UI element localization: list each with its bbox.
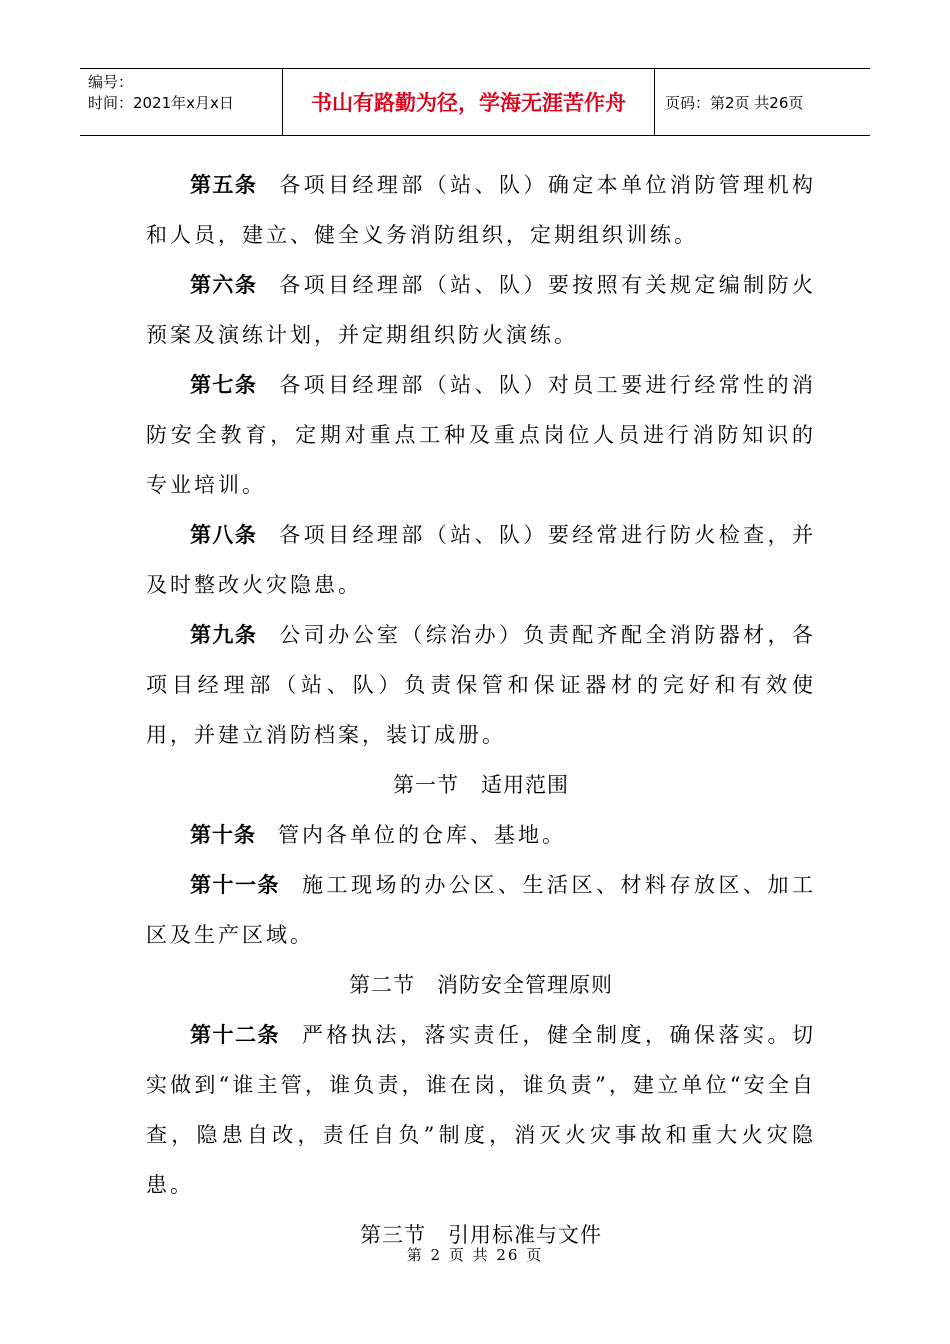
article-text: 各项目经理部（站、队）要经常进行防火检查，并及时整改火灾隐患。 xyxy=(146,523,816,597)
header-motto-cell xyxy=(282,69,655,135)
section-title: 引用标准与文件 xyxy=(448,1223,602,1247)
article-11 xyxy=(146,860,816,960)
document-date: 时间：2021年x月x日 xyxy=(88,94,234,112)
section-number: 第二节 xyxy=(349,973,415,997)
header-motto: 书山有路勤为径，学海无涯苦作舟 xyxy=(311,91,626,115)
article-5 xyxy=(146,160,816,260)
page-footer: 第 2 页 共 26 页 xyxy=(406,1246,544,1264)
article-9 xyxy=(146,610,816,760)
article-label: 第十二条 xyxy=(190,1023,280,1047)
document-header xyxy=(80,68,870,136)
article-label: 第六条 xyxy=(190,273,258,297)
article-text: 施工现场的办公区、生活区、材料存放区、加工区及生产区域。 xyxy=(146,873,816,947)
section-number: 第一节 xyxy=(393,773,459,797)
article-text: 管内各单位的仓库、基地。 xyxy=(278,823,566,847)
section-heading-2 xyxy=(146,960,816,1010)
article-6 xyxy=(146,260,816,360)
article-label: 第七条 xyxy=(190,373,258,397)
header-meta xyxy=(80,69,282,135)
article-text: 公司办公室（综治办）负责配齐配全消防器材，各项目经理部（站、队）负责保管和保证器材的完好和有效使用，并建立消防档案，装订成册。 xyxy=(146,623,816,747)
document-body xyxy=(146,160,816,1260)
article-label: 第十一条 xyxy=(190,873,280,897)
section-title: 消防安全管理原则 xyxy=(437,973,613,997)
article-label: 第八条 xyxy=(190,523,258,547)
article-text: 各项目经理部（站、队）确定本单位消防管理机构和人员，建立、健全义务消防组织，定期组织训练。 xyxy=(146,173,816,247)
article-label: 第十条 xyxy=(190,823,256,847)
document-number-label: 编号： xyxy=(88,73,134,91)
section-heading-1 xyxy=(146,760,816,810)
article-text: 各项目经理部（站、队）要按照有关规定编制防火预案及演练计划，并定期组织防火演练。 xyxy=(146,273,816,347)
header-page-info: 页码：第2页 共26页 xyxy=(665,93,804,112)
article-text: 严格执法，落实责任，健全制度，确保落实。切实做到“谁主管，谁负责，谁在岗，谁负责”，建立单位“安全自查，隐患自改，责任自负”制度，消灭火灾事故和重大火灾隐患。 xyxy=(146,1023,816,1197)
article-label: 第九条 xyxy=(190,623,258,647)
article-7 xyxy=(146,360,816,510)
article-text: 各项目经理部（站、队）对员工要进行经常性的消防安全教育，定期对重点工种及重点岗位人员进行消防知识的专业培训。 xyxy=(146,373,816,497)
article-label: 第五条 xyxy=(190,173,258,197)
section-title: 适用范围 xyxy=(481,773,569,797)
article-10 xyxy=(146,810,816,860)
article-12 xyxy=(146,1010,816,1210)
article-8 xyxy=(146,510,816,610)
section-number: 第三节 xyxy=(360,1223,426,1247)
